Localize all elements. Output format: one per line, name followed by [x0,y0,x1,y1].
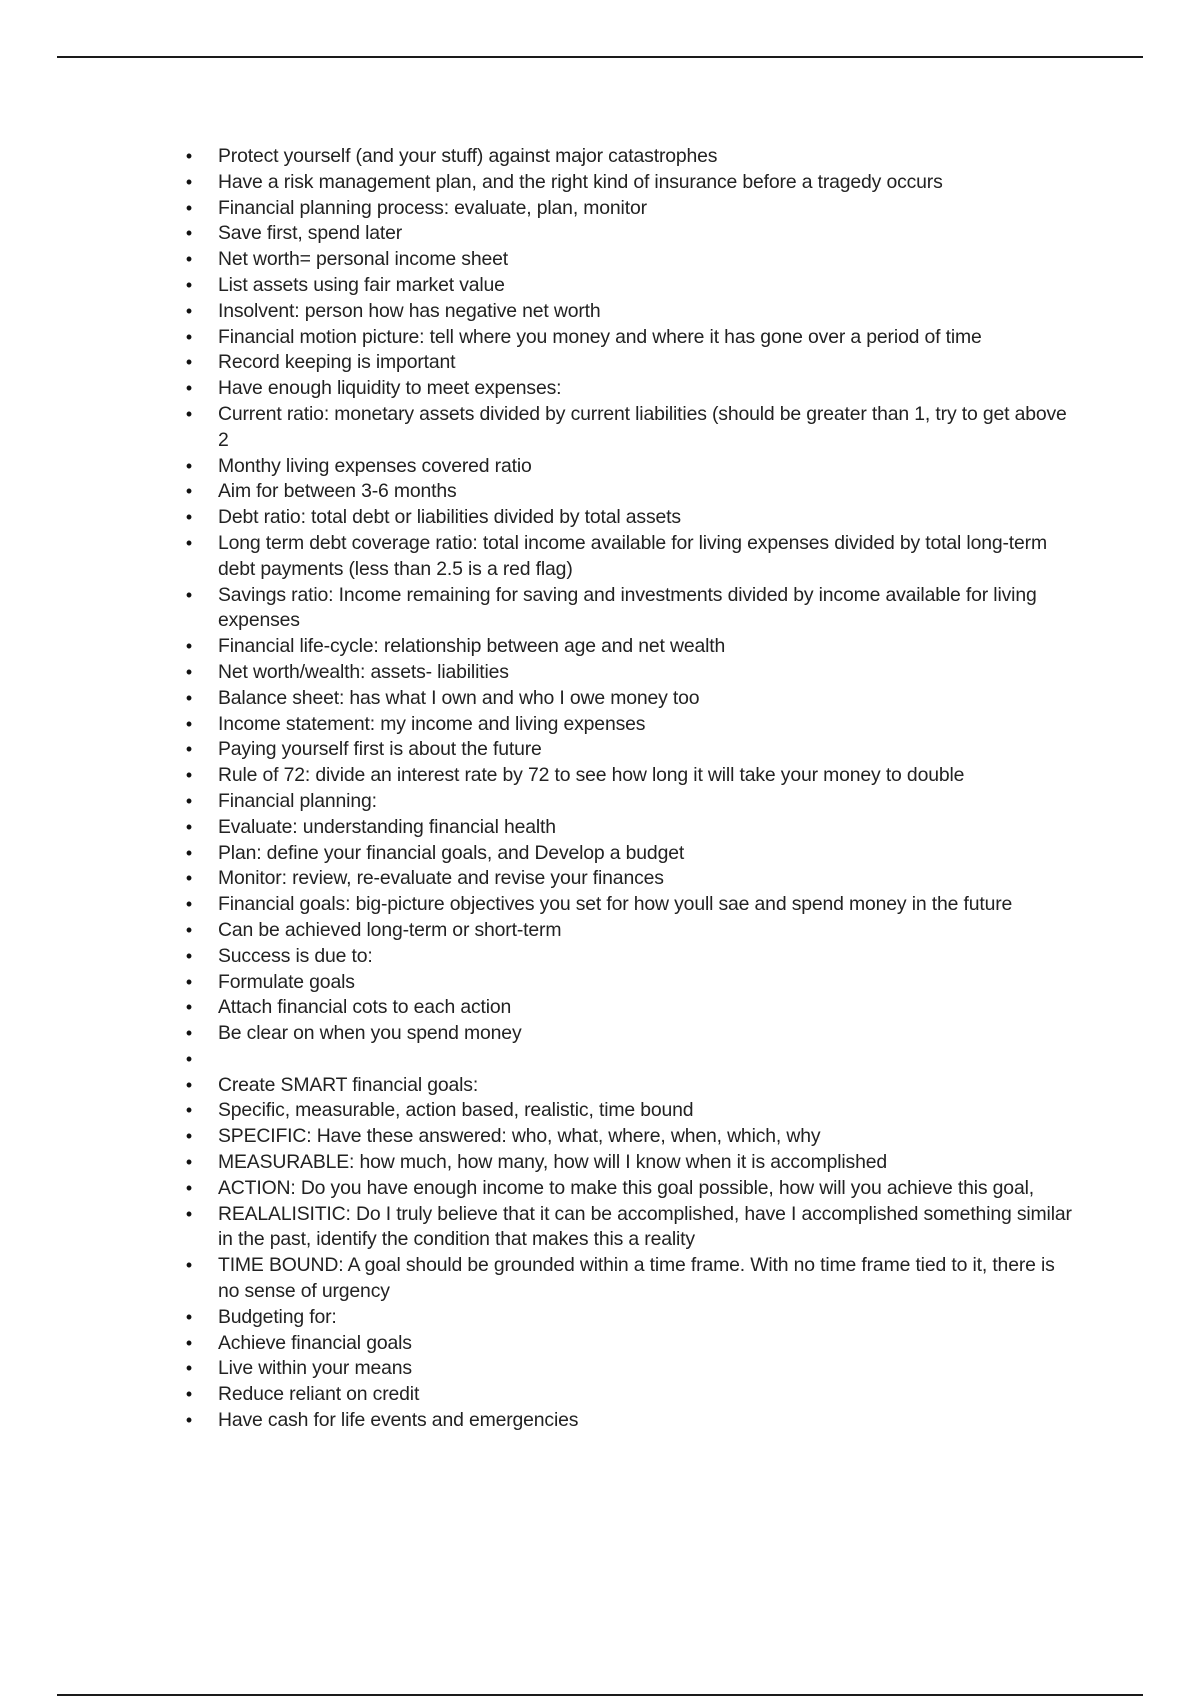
list-item [0,1408,1200,1434]
list-item [0,686,1200,712]
list-item-text: Monitor: review, re-evaluate and revise your finances [218,867,664,890]
list-item-text: Save first, spend later [218,222,403,245]
bullet-icon: • [185,1023,193,1044]
list-item-text: Savings ratio: Income remaining for saving and investments divided by income available for living expenses [218,583,1037,632]
list-item [0,1382,1200,1408]
list-item [0,634,1200,660]
list-item [0,1202,1200,1254]
list-item-text: Evaluate: understanding financial health [218,815,556,838]
list-item [0,1021,1200,1047]
list-item-text: Insolvent: person how has negative net worth [218,299,601,322]
list-item-text: Paying yourself first is about the future [218,738,542,761]
list-item-text: Have enough liquidity to meet expenses: [218,377,562,400]
bullet-icon: • [185,1177,193,1198]
list-item [0,892,1200,918]
list-item-text: Net worth/wealth: assets- liabilities [218,660,509,683]
bullet-icon: • [185,274,193,295]
bullet-icon: • [185,1126,193,1147]
bullet-icon: • [185,765,193,786]
bullet-icon: • [185,378,193,399]
list-item-text: Balance sheet: has what I own and who I owe money too [218,686,700,709]
list-item [0,944,1200,970]
list-item-text: Financial planning: [218,789,377,812]
bullet-icon: • [185,171,193,192]
bullet-icon: • [185,300,193,321]
list-item [0,1176,1200,1202]
bullet-icon: • [185,1203,193,1224]
list-item [0,712,1200,738]
list-item [0,1331,1200,1357]
list-item-text: Be clear on when you spend money [218,1022,522,1045]
bullet-icon: • [185,894,193,915]
bullet-icon: • [185,1410,193,1431]
bullet-icon: • [185,919,193,940]
list-item [0,815,1200,841]
list-item-text: List assets using fair market value [218,273,505,296]
list-item [0,350,1200,376]
list-item [0,170,1200,196]
list-item-text: Have a risk management plan, and the right kind of insurance before a tragedy occurs [218,170,943,193]
list-item [0,479,1200,505]
list-item-text: Rule of 72: divide an interest rate by 72 to see how long it will take your money to double [218,764,965,787]
document-page [0,144,1200,1434]
bullet-icon: • [185,455,193,476]
bullet-icon: • [185,997,193,1018]
bullet-icon: • [185,816,193,837]
list-item-text: Achieve financial goals [218,1331,412,1354]
bullet-icon: • [185,532,193,553]
bullet-icon: • [185,1255,193,1276]
list-item-text: Record keeping is important [218,351,456,374]
bullet-icon: • [185,1152,193,1173]
list-item-text: Live within your means [218,1357,412,1380]
list-item-text: Long term debt coverage ratio: total income available for living expenses divided by total long-term debt payments (less than 2.5 is a red flag) [218,531,1047,580]
list-item [0,454,1200,480]
list-item-text: Specific, measurable, action based, realistic, time bound [218,1099,694,1122]
list-item-text: REALALISITIC: Do I truly believe that it can be accomplished, have I accomplished something similar in the past, identify the condition that makes this a reality [218,1202,1072,1251]
footer-rule [57,1694,1143,1696]
list-item-text: Protect yourself (and your stuff) against major catastrophes [218,145,718,167]
bullet-icon: • [185,1384,193,1405]
bullet-icon: • [185,971,193,992]
bullet-icon: • [185,481,193,502]
list-item [0,1305,1200,1331]
bullet-icon: • [185,1100,193,1121]
list-item [0,196,1200,222]
list-item [0,1124,1200,1150]
list-item-text: Aim for between 3-6 months [218,480,457,503]
list-item-text: Attach financial cots to each action [218,996,512,1019]
list-item [0,299,1200,325]
list-item [0,1047,1200,1073]
list-item-text: SPECIFIC: Have these answered: who, what, where, when, which, why [218,1125,821,1148]
list-item-text: Financial motion picture: tell where you money and where it has gone over a period of time [218,325,982,348]
bullet-icon: • [185,146,193,166]
bullet-icon: • [185,249,193,270]
list-item-text [218,1047,1080,1073]
list-item [0,789,1200,815]
list-item-text: Financial life-cycle: relationship between age and net wealth [218,635,726,658]
list-item-text: Success is due to: [218,944,373,967]
list-item-text: Current ratio: monetary assets divided by current liabilities (should be greater than 1, try to get above 2 [218,402,1067,451]
list-item-text: Income statement: my income and living expenses [218,712,646,735]
list-item-text: MEASURABLE: how much, how many, how will I know when it is accomplished [218,1151,888,1174]
bullet-icon: • [185,842,193,863]
list-item-text: Budgeting for: [218,1305,337,1328]
list-item [0,841,1200,867]
bullet-icon: • [185,197,193,218]
list-item [0,583,1200,635]
bullet-icon: • [185,790,193,811]
bullet-icon: • [185,1048,193,1069]
list-item [0,325,1200,351]
list-item-text: Financial planning process: evaluate, plan, monitor [218,196,647,219]
list-item [0,505,1200,531]
list-item [0,221,1200,247]
list-item-text: Can be achieved long-term or short-term [218,918,562,941]
bullet-icon: • [185,223,193,244]
list-item [0,144,1200,170]
list-item-text: Formulate goals [218,970,355,993]
list-item [0,763,1200,789]
bullet-icon: • [185,739,193,760]
list-item [0,1150,1200,1176]
list-item [0,660,1200,686]
list-item [0,402,1200,454]
list-item [0,531,1200,583]
bullet-icon: • [185,1074,193,1095]
list-item [0,737,1200,763]
header-rule [57,56,1143,58]
list-item-text: Financial goals: big-picture objectives you set for how youll sae and spend money in the future [218,893,1013,916]
list-item [0,1098,1200,1124]
list-item [0,247,1200,273]
bullet-icon: • [185,1358,193,1379]
list-item-text: Monthy living expenses covered ratio [218,454,532,477]
list-item [0,866,1200,892]
bullet-icon: • [185,1306,193,1327]
list-item [0,376,1200,402]
list-item-text: Reduce reliant on credit [218,1383,420,1406]
bullet-icon: • [185,403,193,424]
bullet-icon: • [185,713,193,734]
bullet-icon: • [185,1332,193,1353]
list-item-text: TIME BOUND: A goal should be grounded within a time frame. With no time frame tied to it, there is no sense of urgency [218,1254,1055,1303]
list-item-text: Net worth= personal income sheet [218,248,508,271]
bullet-list [0,144,1200,1434]
list-item [0,1073,1200,1099]
bullet-icon: • [185,868,193,889]
bullet-icon: • [185,661,193,682]
list-item [0,918,1200,944]
bullet-icon: • [185,945,193,966]
list-item-text: ACTION: Do you have enough income to make this goal possible, how will you achieve this goal, [218,1176,1034,1199]
list-item-text: Create SMART financial goals: [218,1073,479,1096]
list-item [0,970,1200,996]
bullet-icon: • [185,636,193,657]
list-item [0,1253,1200,1305]
list-item-text: Debt ratio: total debt or liabilities divided by total assets [218,506,681,529]
bullet-icon: • [185,326,193,347]
list-item-text: Plan: define your financial goals, and Develop a budget [218,841,685,864]
bullet-icon: • [185,352,193,373]
list-item [0,1356,1200,1382]
list-item [0,995,1200,1021]
bullet-icon: • [185,584,193,605]
list-item [0,273,1200,299]
bullet-icon: • [185,507,193,528]
bullet-icon: • [185,687,193,708]
list-item-text: Have cash for life events and emergencies [218,1409,579,1432]
